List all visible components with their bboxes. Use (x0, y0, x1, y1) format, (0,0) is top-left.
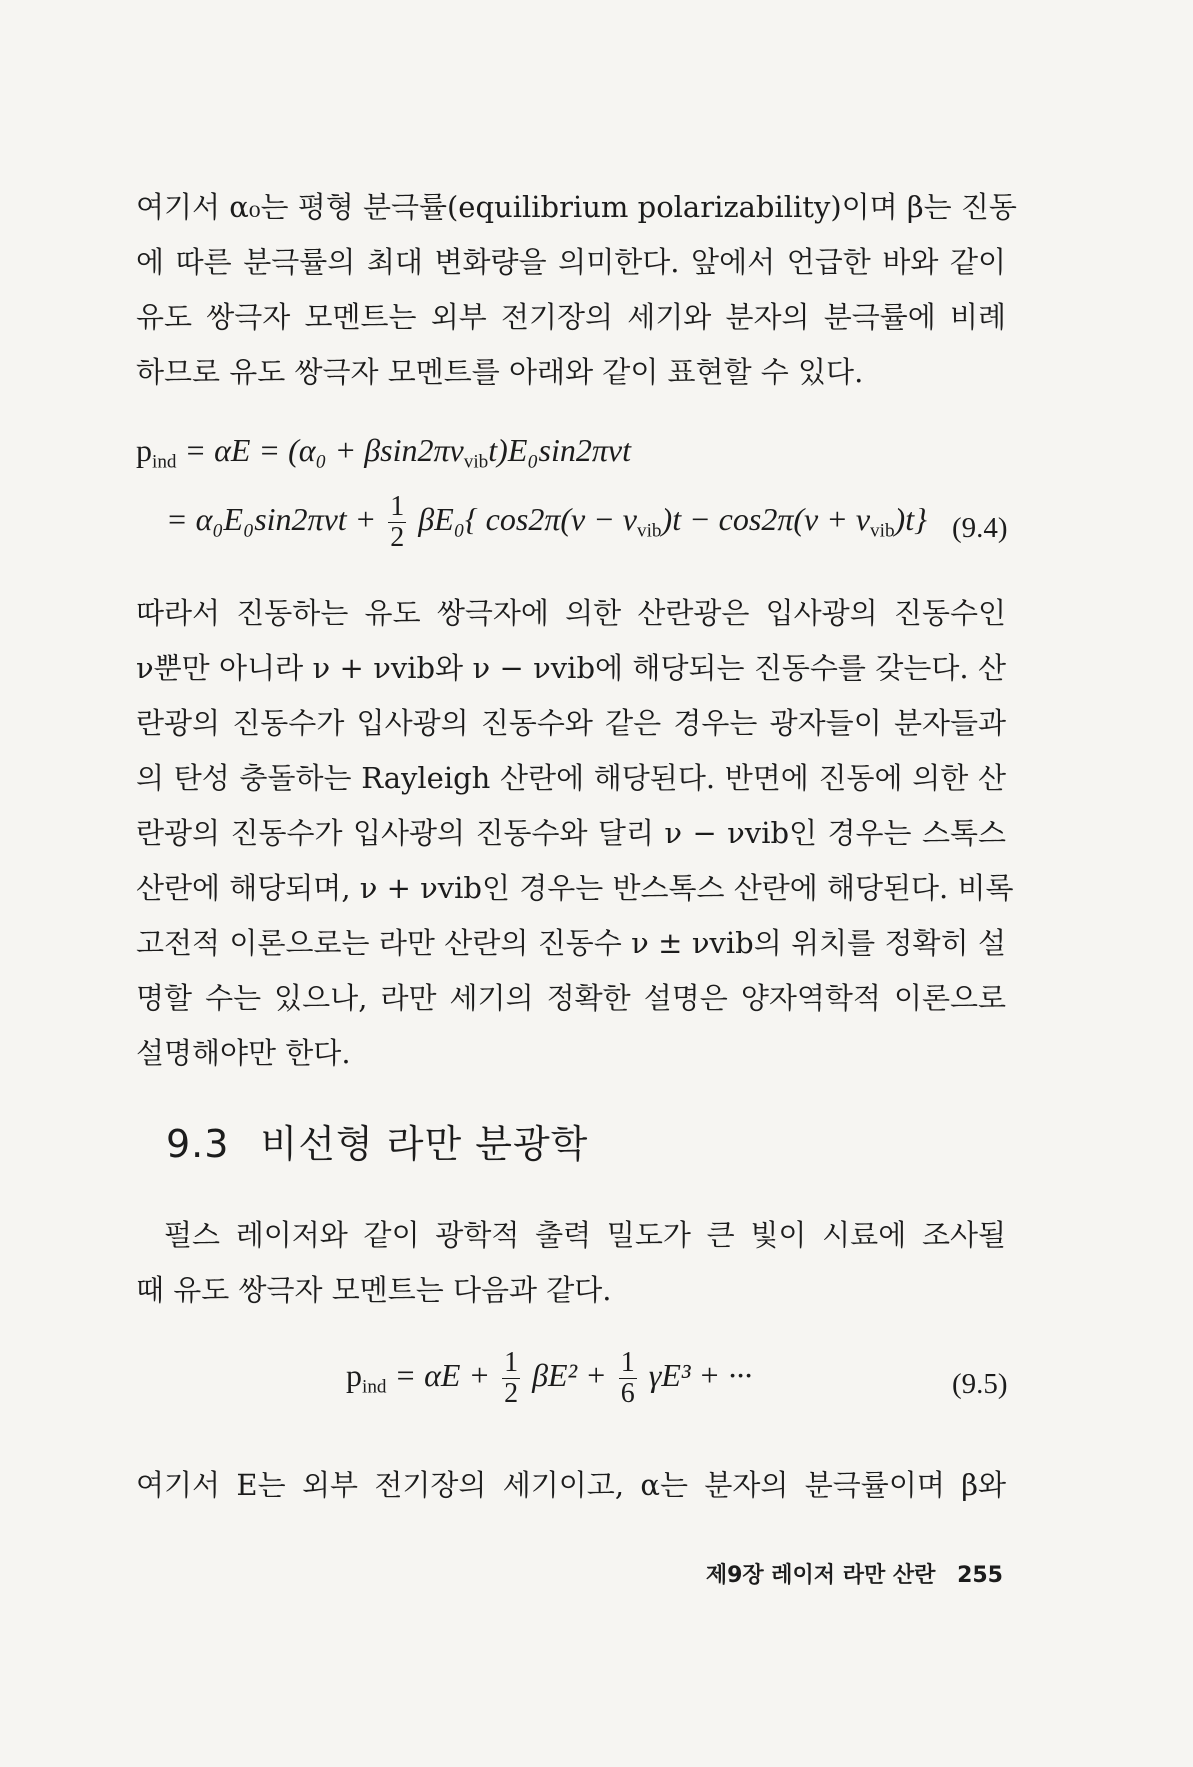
eq-expression: βE₀{ cos2π(ν − ν (418, 500, 637, 537)
footer-chapter: 제9장 레이저 라만 산란 (705, 1563, 936, 1588)
section-heading (166, 1113, 588, 1168)
fraction-numerator: 1 (390, 491, 405, 522)
text-line: 산란에 해당되며, ν + νvib인 경우는 반스톡스 산란에 해당된다. 비록 (136, 871, 1014, 905)
equation-9-4-line-2 (166, 492, 927, 553)
equation-number-9-4: (9.4) (952, 512, 1008, 544)
paragraph-2 (136, 586, 1014, 1081)
paragraph-4 (136, 1458, 1006, 1513)
text-line: 명할 수는 있으나, 라만 세기의 정확한 설명은 양자역학적 이론으로 (136, 981, 1006, 1015)
fraction-denominator: 2 (504, 1378, 519, 1409)
fraction-numerator: 1 (504, 1347, 519, 1378)
fraction (388, 492, 406, 553)
eq-symbol: p (136, 432, 152, 468)
text-line: 펄스 레이저와 같이 광학적 출력 밀도가 큰 빛이 시료에 조사될 (164, 1218, 1006, 1252)
eq-expression: βE² + (532, 1356, 607, 1393)
equation-9-5 (346, 1348, 752, 1409)
text-line: 하므로 유도 쌍극자 모멘트를 아래와 같이 표현할 수 있다. (136, 355, 864, 389)
text-line: 란광의 진동수가 입사광의 진동수와 같은 경우는 광자들이 분자들과 (136, 706, 1006, 740)
fraction (502, 1348, 520, 1409)
equation-number-9-5: (9.5) (952, 1368, 1008, 1400)
eq-subscript: ind (362, 1376, 387, 1398)
text-line: 여기서 α₀는 평형 분극률(equilibrium polarizability)이며 β는 진동 (136, 190, 1017, 224)
eq-subscript: vib (463, 451, 489, 473)
fraction (619, 1348, 637, 1409)
fraction-numerator: 1 (620, 1347, 635, 1378)
text-line: 에 따른 분극률의 최대 변화량을 의미한다. 앞에서 언급한 바와 같이 (136, 245, 1006, 279)
eq-subscript: vib (870, 520, 895, 542)
text-line: 의 탄성 충돌하는 Rayleigh 산란에 해당된다. 반면에 진동에 의한 산 (136, 761, 1006, 795)
equation-9-4-line-1 (136, 432, 631, 473)
text-line: 란광의 진동수가 입사광의 진동수와 달리 ν − νvib인 경우는 스톡스 (136, 816, 1006, 850)
running-footer (706, 1558, 1003, 1589)
eq-expression: = α₀E₀sin2πνt + (166, 500, 377, 537)
fraction-denominator: 2 (390, 522, 405, 553)
eq-symbol: p (346, 1356, 362, 1393)
text-line: 설명해야만 한다. (136, 1036, 351, 1070)
eq-subscript: ind (152, 451, 177, 473)
eq-expression: = αE = (α₀ + βsin2πν (184, 432, 464, 468)
page-number: 255 (957, 1563, 1003, 1588)
text-line: 고전적 이론으로는 라만 산란의 진동수 ν ± νvib의 위치를 정확히 설 (136, 926, 1006, 960)
eq-expression: t)E₀sin2πνt (488, 432, 631, 468)
text-line: 여기서 E는 외부 전기장의 세기이고, α는 분자의 분극률이며 β와 (136, 1468, 1006, 1502)
eq-expression: = αE + (394, 1356, 491, 1393)
section-number: 9.3 (166, 1122, 230, 1166)
paragraph-1 (136, 180, 1017, 400)
eq-expression: γE³ + ··· (648, 1356, 753, 1393)
text-line: 유도 쌍극자 모멘트는 외부 전기장의 세기와 분자의 분극률에 비례 (136, 300, 1006, 334)
eq-subscript: vib (637, 520, 662, 542)
fraction-denominator: 6 (620, 1378, 635, 1409)
paragraph-3 (136, 1208, 1006, 1318)
section-title: 비선형 라만 분광학 (260, 1122, 589, 1166)
text-line: ν뿐만 아니라 ν + νvib와 ν − νvib에 해당되는 진동수를 갖는다. 산 (136, 651, 1006, 685)
text-line: 때 유도 쌍극자 모멘트는 다음과 같다. (136, 1273, 612, 1307)
eq-expression: )t − cos2π(ν + ν (661, 500, 871, 537)
text-line: 따라서 진동하는 유도 쌍극자에 의한 산란광은 입사광의 진동수인 (136, 596, 1006, 630)
eq-expression: )t} (894, 500, 927, 537)
